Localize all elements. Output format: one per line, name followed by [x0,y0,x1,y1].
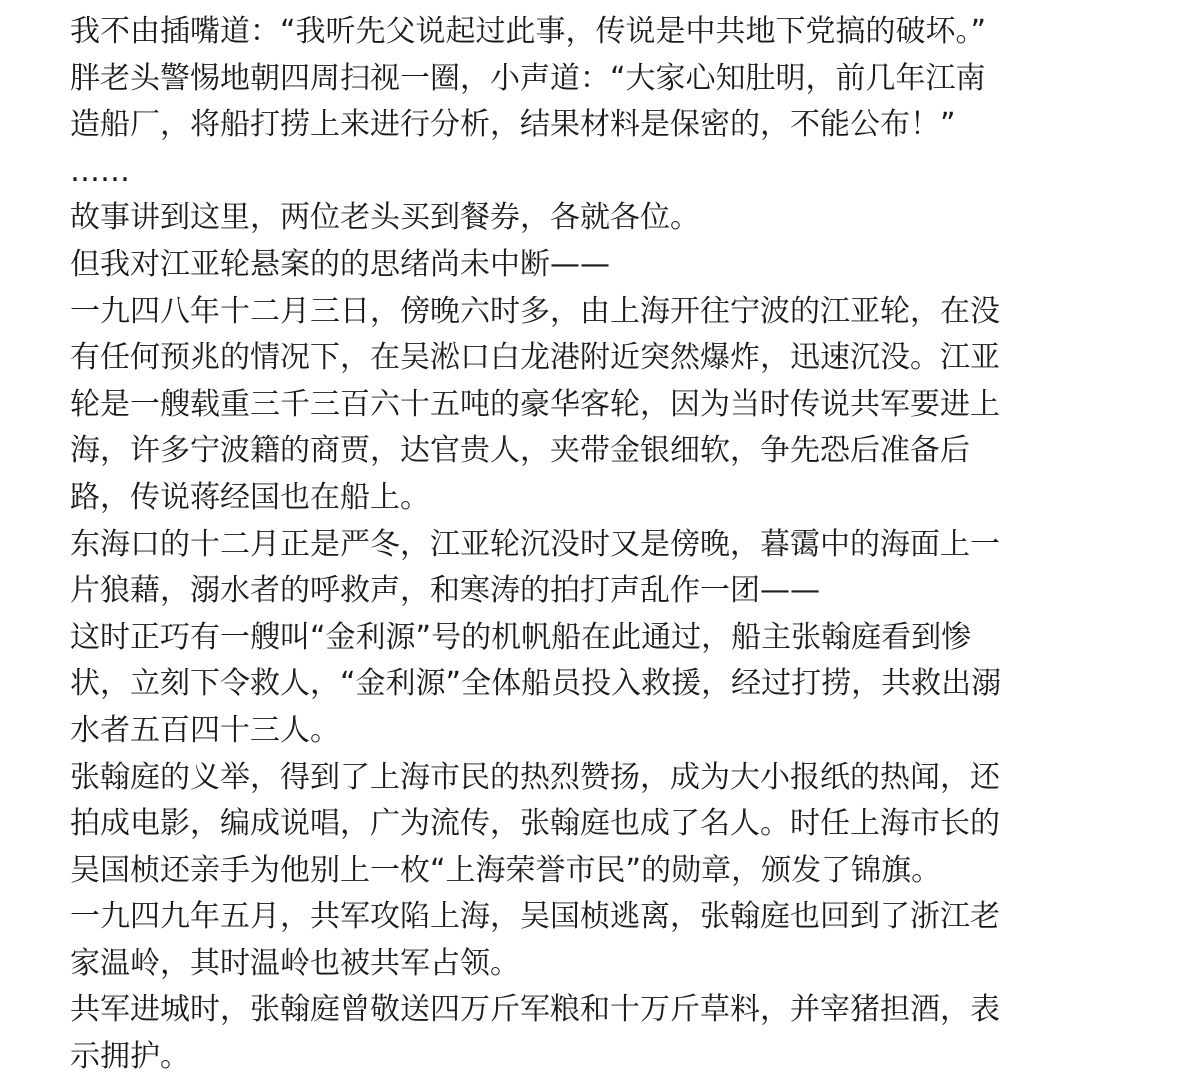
text-line: 但我对江亚轮悬案的的思绪尚未中断—— [70,246,610,282]
text-line: 有任何预兆的情况下，在吴淞口白龙港附近突然爆炸，迅速沉没。江亚 [70,340,1000,376]
text-line: 水者五百四十三人。 [70,712,340,748]
text-line: 胖老头警惕地朝四周扫视一圈，小声道：“大家心知肚明，前几年江南 [70,60,986,96]
text-line: 拍成电影，编成说唱，广为流传，张翰庭也成了名人。时任上海市长的 [70,806,1000,842]
text-line: 状，立刻下令救人，“金利源”全体船员投入救援，经过打捞，共救出溺 [70,666,1002,702]
text-line: 家温岭，其时温岭也被共军占领。 [70,945,520,981]
text-line: 片狼藉，溺水者的呼救声，和寒涛的拍打声乱作一团—— [70,573,820,609]
text-line: 这时正巧有一艘叫“金利源”号的机帆船在此通过，船主张翰庭看到惨 [70,619,972,655]
text-line: 东海口的十二月正是严冬，江亚轮沉没时又是傍晚，暮霭中的海面上一 [70,526,1000,562]
text-line: …… [70,153,130,189]
text-line: 一九四八年十二月三日，傍晚六时多，由上海开往宁波的江亚轮，在没 [70,293,1000,329]
text-line: 造船厂，将船打捞上来进行分析，结果材料是保密的，不能公布！” [70,107,956,143]
text-line: 示拥护。 [70,1039,190,1075]
text-line: 故事讲到这里，两位老头买到餐券，各就各位。 [70,200,700,236]
text-line: 我不由插嘴道：“我听先父说起过此事，传说是中共地下党搞的破坏。” [70,14,987,49]
text-line: 吴国桢还亲手为他别上一枚“上海荣誉市民”的勋章，颁发了锦旗。 [70,852,942,888]
text-line: 路，传说蒋经国也在船上。 [70,479,430,515]
text-line: 海，许多宁波籍的商贾，达官贵人，夹带金银细软，争先恐后准备后 [70,433,970,469]
text-line: 轮是一艘载重三千三百六十五吨的豪华客轮，因为当时传说共军要进上 [70,386,1000,422]
article-body [70,0,1180,1081]
text-line: 一九四九年五月，共军攻陷上海，吴国桢逃离，张翰庭也回到了浙江老 [70,899,1000,935]
text-line: 共军进城时，张翰庭曾敬送四万斤军粮和十万斤草料，并宰猪担酒，表 [70,992,1000,1028]
text-line: 张翰庭的义举，得到了上海市民的热烈赞扬，成为大小报纸的热闻，还 [70,759,1000,795]
